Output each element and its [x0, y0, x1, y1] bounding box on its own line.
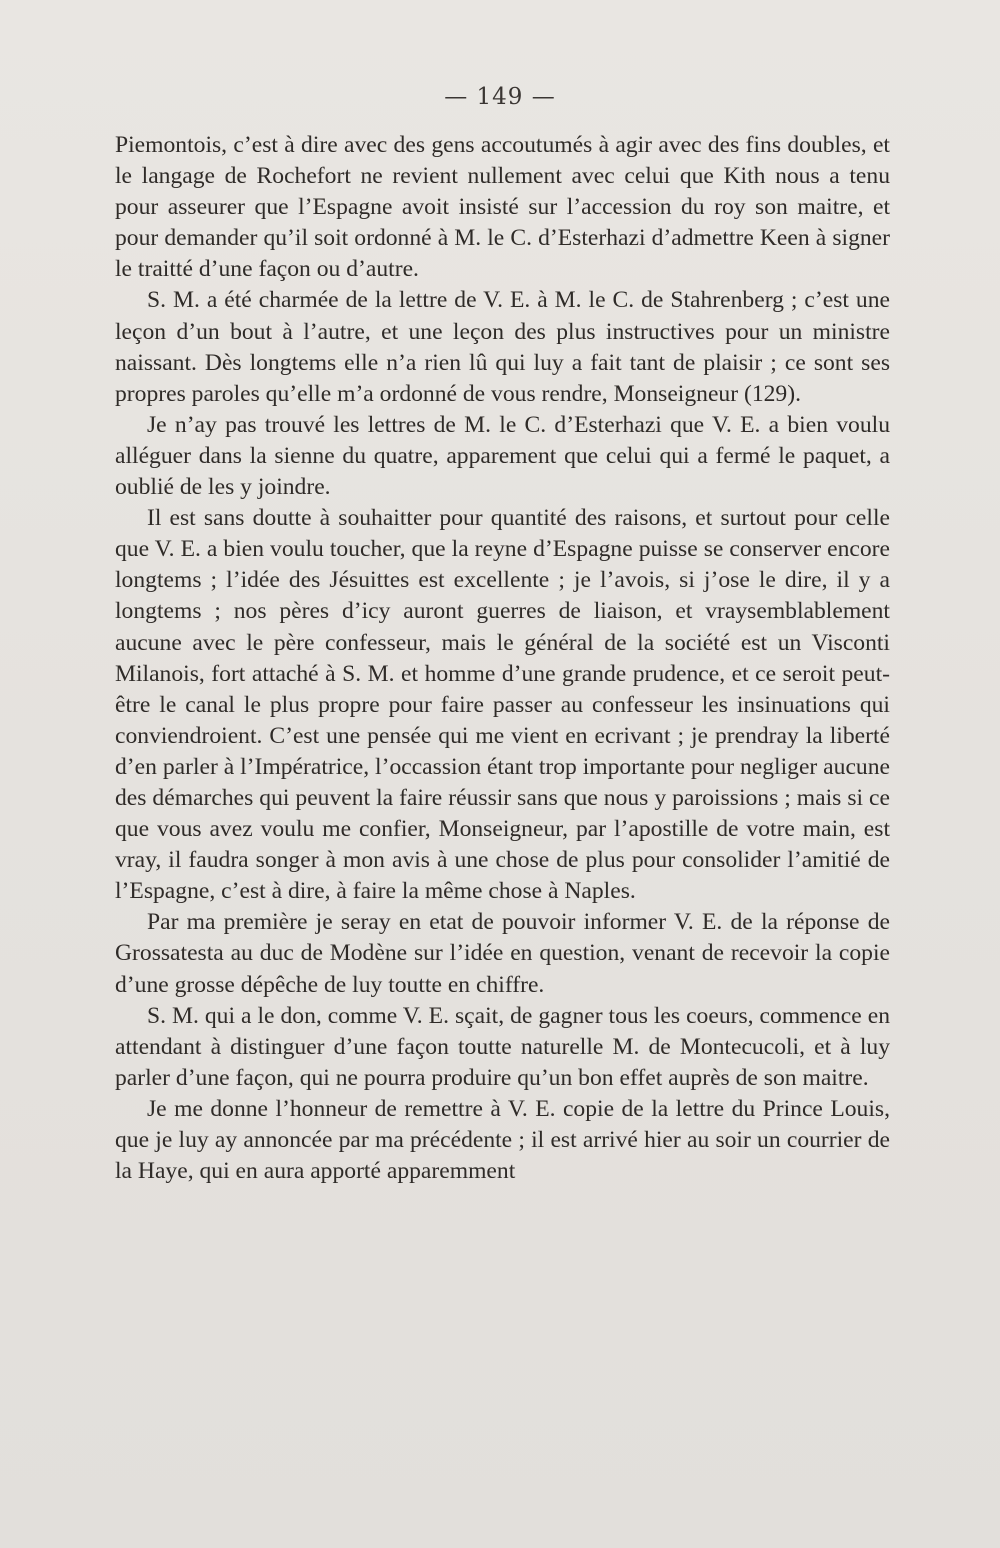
paragraph-montecucoli: S. M. qui a le don, comme V. E. sçait, de gagner tous les coeurs, commence en attendant à distinguer d’une façon toutte naturelle M. de Montecucoli, et à luy parler d’une façon, qui ne pourra produire qu’un bon effet auprès de son maitre. — [115, 1002, 890, 1091]
paragraph-esterhazi-letters: Je n’ay pas trouvé les lettres de M. le C. d’Esterhazi que V. E. a bien voulu alléguer dans la sienne du quatre, apparement que celui qui a fermé le paquet, a oublié de les y joindre. — [115, 411, 890, 501]
paragraph-stahrenberg-letter: S. M. a été charmée de la lettre de V. E. à M. le C. de Stahrenberg ; c’est une leçon d’un bout à l’autre, et une leçon des plus instructives pour un ministre naissant. Dès longtems elle n’a rien lû qui luy a fait tant de plaisir ; ce sont ses propres paroles qu’elle m’a ordonné de vous rendre, Monseigneur (129). — [115, 287, 890, 407]
page-body — [115, 130, 890, 1187]
paragraph-prince-louis: Je me donne l’honneur de remettre à V. E. copie de la lettre du Prince Louis, que je luy ay annoncée par ma précédente ; il est arrivé hier au soir un courrier de la Haye, qui en aura apporté apparemment — [115, 1095, 890, 1185]
paragraph-queen-of-spain: Il est sans doutte à souhaitter pour quantité des raisons, et surtout pour celle que V. E. a bien voulu toucher, que la reyne d’Espagne puisse se conserver encore longtems ; l’idée des Jésuittes est excellente ; je l’avois, si j’ose le dire, il y a longtems ; nos pères d’icy auront guerres de liaison, et vraysemblablement aucune avec le père confesseur, mais le général de la société est un Visconti Milanois, fort attaché à S. M. et homme d’une grande prudence, et ce seroit peut-être le canal le plus propre pour faire passer au confesseur les insinuations qui conviendroient. C’est une pensée qui me vient en ecrivant ; je prendray la liberté d’en parler à l’Impératrice, l’occassion étant trop importante pour negliger aucune des démarches qui peuvent la faire réussir sans que nous y paroissions ; mais si ce que vous avez voulu me confier, Monseigneur, par l’apostille de votre main, est vray, il faudra songer à mon avis à une chose de plus pour consolider l’amitié de l’Espagne, c’est à dire, à faire la même chose à Naples. — [115, 505, 890, 905]
page-number: — 149 — — [444, 84, 556, 110]
paragraph-continuation: Piemontois, c’est à dire avec des gens accoutumés à agir avec des fins doubles, et le langage de Rochefort ne revient nullement avec celui que Kith nous a tenu pour asseurer que l’Espagne avoit insisté sur l’accession du roy son maitre, et pour demander qu’il soit ordonné à M. le C. d’Esterhazi d’admettre Keen à signer le traitté d’une façon ou d’autre. — [115, 132, 890, 283]
paragraph-grossatesta: Par ma première je seray en etat de pouvoir informer V. E. de la réponse de Grossatesta au duc de Modène sur l’idée en question, venant de recevoir la copie d’une grosse dépêche de luy toutte en chiffre. — [115, 909, 890, 998]
